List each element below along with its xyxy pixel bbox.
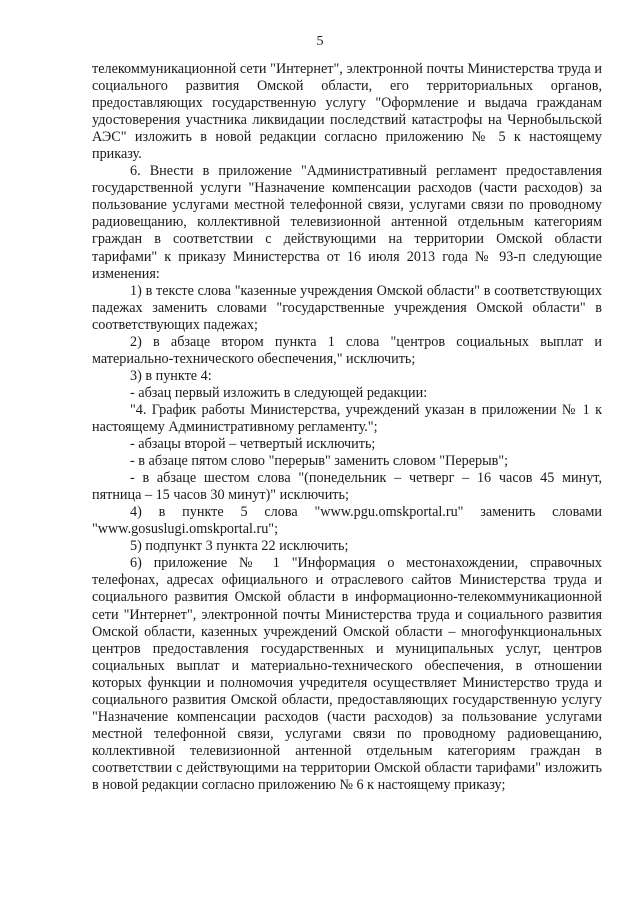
paragraph-dash-4: - в абзаце шестом слова "(понедельник – четверг – 16 часов 45 минут, пятница – 15 часов 30 минут)" исключить; bbox=[92, 470, 602, 504]
paragraph-subitem-5: 5) подпункт 3 пункта 22 исключить; bbox=[130, 538, 349, 555]
paragraph-continuation: телекоммуникационной сети "Интернет", электронной почты Министерства труда и социального развития Омской области, его территориальных органов, предоставляющих государственную услугу "Оформление и выдача гражданам удостоверения участника ликвидации последствий катастрофы на Чернобыльской АЭС" изложить в новой редакции согласно приложению № 5 к настоящему приказу. bbox=[92, 61, 602, 163]
document-body bbox=[92, 61, 602, 794]
paragraph-subitem-1: 1) в тексте слова "казенные учреждения Омской области" в соответствующих падежах заменить словами "государственные учреждения Омской области" в соответствующих падежах; bbox=[92, 282, 602, 333]
paragraph-subitem-4: 4) в пункте 5 слова "www.pgu.omskportal.ru" заменить словами "www.gosuslugi.omskportal.ru"; bbox=[92, 504, 602, 538]
paragraph-subitem-2: 2) в абзаце втором пункта 1 слова "центров социальных выплат и материально-технического обеспечения," исключить; bbox=[92, 333, 602, 367]
paragraph-dash-1: - абзац первый изложить в следующей редакции: bbox=[130, 384, 428, 401]
paragraph-dash-2: - абзацы второй – четвертый исключить; bbox=[130, 436, 376, 453]
paragraph-subitem-6: 6) приложение № 1 "Информация о местонахождении, справочных телефонах, адресах официального и отраслевого сайтов Министерства труда и социального развития Омской области в информационно-телекоммуникационной сети "Интернет", электронной почты Министерства труда и социального развития Омской области, казенных учреждений Омской области – многофункциональных центров предоставления государственных и муниципальных услуг, центров социальных выплат и материально-технического обеспечения, в отношении которых функции и полномочия учредителя осуществляет Министерство труда и социального развития Омской области, предоставляющих государственную услугу "Назначение компенсации расходов (части расходов) за пользование услугами местной телефонной связи, услугами связи по проводному радиовещанию, коллективной телевизионной антенной отдельным категориям граждан в соответствии с действующими на территории Омской области тарифами" изложить в новой редакции согласно приложению № 6 к настоящему приказу; bbox=[92, 555, 602, 793]
paragraph-quote: "4. График работы Министерства, учреждений указан в приложении № 1 к настоящему Административному регламенту."; bbox=[92, 401, 602, 435]
paragraph-item-6: 6. Внести в приложение "Административный регламент предоставления государственной услуги "Назначение компенсации расходов (части расходов) за пользование услугами местной телефонной связи, услугами связи по проводному радиовещанию, коллективной телевизионной антенной отдельным категориям граждан в соответствии с действующими на территории Омской области тарифами" к приказу Министерства от 16 июля 2013 года № 93-п следующие изменения: bbox=[92, 163, 602, 282]
page-number: 5 bbox=[316, 34, 324, 49]
paragraph-dash-3: - в абзаце пятом слово "перерыв" заменить словом "Перерыв"; bbox=[130, 453, 509, 470]
paragraph-subitem-3: 3) в пункте 4: bbox=[130, 367, 212, 384]
